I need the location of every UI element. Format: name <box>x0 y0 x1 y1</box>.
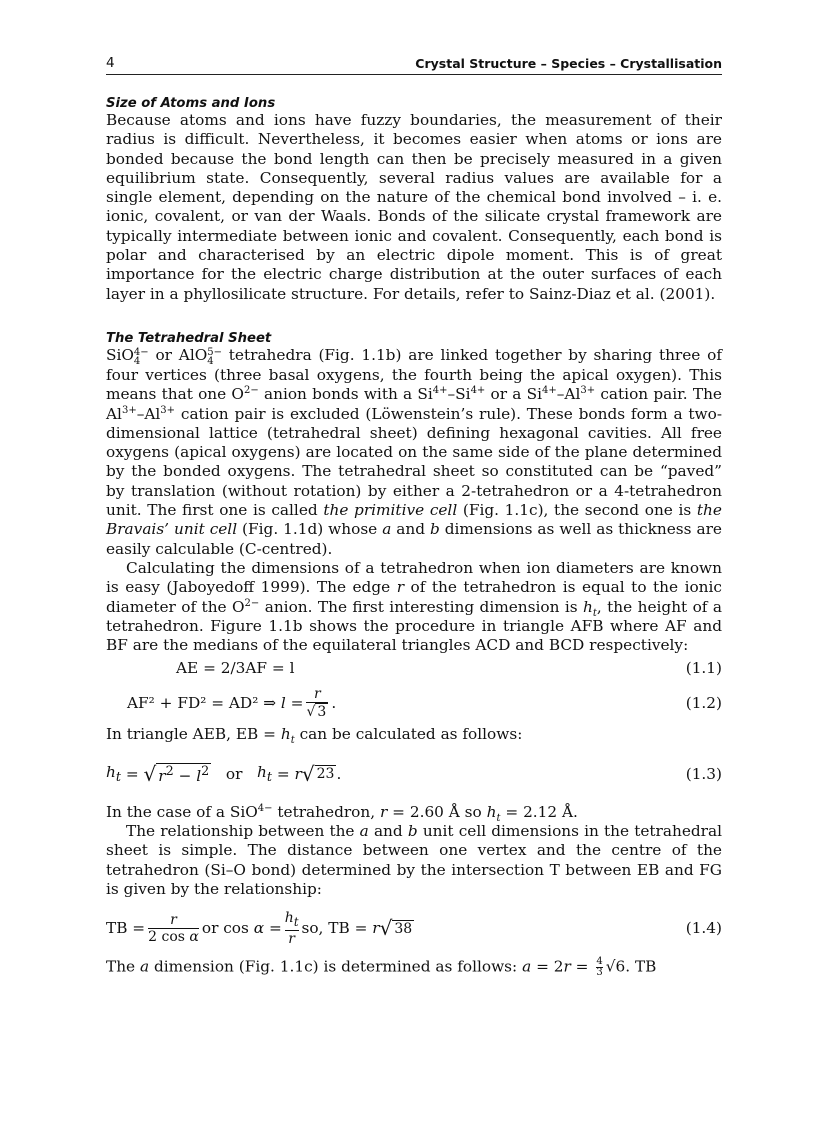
equation-or: or cos <box>201 919 249 938</box>
equation-number: (1.2) <box>685 694 722 713</box>
paragraph-relationship: The relationship between the a and b unit cell dimensions in the tetrahedral sheet is simple. The distance between one vertex and the centre of the tetrahedron (Si–O bond) determined by the intersection T between EB and FG is given by the relationship: <box>106 822 723 898</box>
paragraph-tetrahedral-2: Calculating the dimensions of a tetrahedron when ion diameters are known is easy (Jaboyedoff 1999). The edge r of the tetrahedron is equal to the ionic diameter of the $O^{2-}$ anion. The first interesting dimension is $h_t$, the height of a tetrahedron. Figure 1.1b shows the procedure in triangle AFB where AF and BF are the medians of the equilateral triangles ACD and BCD respectively: <box>106 558 722 655</box>
text: cation pair is excluded (Löwenstein’s rule). These bonds form a two-dimensional lattice (tetrahedral sheet) defining hexagonal cavities. All free oxygens (apical oxygens) are located on the same side of the plane determined by the bonded oxygens. The tetrahedral sheet so constituted can be “paved” by translation (without rotation) by either a 2-tetrahedron or a 4-tetrahedron unit. The first one is called <box>106 404 722 520</box>
equation-text: TB = <box>106 919 146 938</box>
term-bravais-cell: the Bravais’ unit cell <box>106 501 722 539</box>
text: unit cell dimensions in the tetrahedral sheet is simple. The distance between one vertex and the centre of the tetrahedron (Si–O bond) determined by the intersection T between EB and FG is given by the relationship: <box>106 822 723 898</box>
text: = 2.60 Å so <box>392 802 482 821</box>
term-primitive-cell: the primitive cell <box>323 501 458 520</box>
text: –Al <box>556 385 581 404</box>
page-number: 4 <box>106 55 115 71</box>
text: The <box>106 957 136 976</box>
section-size-body: Because atoms and ions have fuzzy boundaries, the measurement of their radius is difficult. Nevertheless, it becomes easier when atoms or ions are bonded because the bond length can then be precisely measured in a given equilibrium state. Consequently, several radius values are available for a single element, depending on the nature of the chemical bond involved – i. e. ionic, covalent, or van der Waals. Bonds of the silicate crystal framework are typically intermediate between ionic and covalent. Consequently, each bond is polar and characterised by an electric dipole moment. This is of great importance for the electric charge distribution at the outer surfaces of each layer in a phyllosilicate structure. For details, refer to Sainz-Diaz et al. (2001). <box>106 111 722 303</box>
text: and <box>373 822 403 841</box>
fraction: $\frac{h_t}{r}$ <box>284 909 299 947</box>
text: or a Si <box>490 385 543 404</box>
fraction: $\frac{4}{3}$ <box>596 956 603 979</box>
text: In the case of a SiO <box>106 802 258 821</box>
text: = 2 <box>536 957 564 976</box>
equation-text: AF² + FD² = AD² ⇒ <box>127 694 277 713</box>
text: Calculating the dimensions of a tetrahedron when ion diameters are known is easy (Jaboyedoff 1999). The edge <box>106 558 722 597</box>
text: (Fig. 1.1c), the second one is <box>462 501 692 520</box>
text: cation pair. The Al <box>106 385 722 423</box>
fraction: $\frac{r}{√ 3}$ <box>306 686 327 721</box>
text: dimension (Fig. 1.1c) is determined as follows: <box>153 957 518 976</box>
formula-alo4: AlO 5− 4 <box>178 345 222 367</box>
text-or: or <box>155 345 172 364</box>
equation-var: l <box>280 694 286 713</box>
equation-text: AE = 2/3AF = l <box>176 659 295 678</box>
fraction: $\frac{r}{\text{2 cos α}}$ <box>148 911 199 945</box>
text: –Si <box>447 385 471 404</box>
fraction-den: 2 cos <box>148 928 185 945</box>
paragraph-a-dimension: The a dimension (Fig. 1.1c) is determined as follows: a = 2r = $\frac{4}{3}$ √6. TB <box>106 956 657 979</box>
paragraph-sio4-case: In the case of a SiO$^{4-}$ tetrahedron, r = 2.60 Å so $h_t = 2.12$ Å. <box>106 802 578 824</box>
text: anion bonds with a Si <box>263 385 433 404</box>
equation-or: or <box>225 764 243 783</box>
text: and <box>396 520 426 539</box>
text: = 2.12 Å. <box>505 802 578 821</box>
text: can be calculated as follows: <box>299 725 523 744</box>
text: 6. TB <box>615 957 657 976</box>
equation-so: so, TB = <box>301 919 368 938</box>
text: (Fig. 1.1d) whose <box>242 520 378 539</box>
text: , the height of a tetrahedron. Figure 1.1b shows the procedure in triangle AFB where AF and BF are the medians of the equilateral triangles ACD and BCD respectively: <box>106 597 722 655</box>
paragraph-tetrahedral-1: SiO 4− 4 or AlO 5− 4 tetrahedra (Fig. 1.1b) are linked together by sharing three of four vertices (three basal oxygens, the fourth being the apical oxygen). This means that one $O^{2-}$ anion bonds with a $Si^{4+}-Si^{4+}$ or a $Si^{4+}-Al^{3+}$ cation pair. The $Al^{3+}-Al^{3+}$ cation pair is excluded (Löwenstein’s rule). These bonds form a two-dimensional lattice (tetrahedral sheet) defining hexagonal cavities. All free oxygens (apical oxygens) are located on the same side of the plane determined by the bonded oxygens. The tetrahedral sheet so constituted can be “paved” by translation (without rotation) by either a 2-tetrahedron or a 4-tetrahedron unit. The first one is called the primitive cell (Fig. 1.1c), the second one is the Bravais’ unit cell (Fig. 1.1d) whose a and b dimensions as well as thickness are easily calculable (C-centred). <box>106 345 722 558</box>
page <box>106 55 722 978</box>
text: The relationship between the <box>126 822 355 841</box>
paragraph-triangle: In triangle AEB, EB = $h_t$ can be calculated as follows: <box>106 725 523 747</box>
running-title: Crystal Structure – Species – Crystallisation <box>415 56 722 71</box>
equation-1-4: TB = $\frac{r}{\text{2 cos α}}$ or cos α = $\frac{h_t}{r}$ so, TB = r √ 38 (1.4) <box>106 909 722 947</box>
text: tetrahedron, <box>277 802 376 821</box>
section-title-size: Size of Atoms and Ions <box>106 96 276 111</box>
section-title-tetrahedral: The Tetrahedral Sheet <box>106 330 272 346</box>
equation-number: (1.4) <box>685 919 722 938</box>
equation-1-1 <box>106 655 722 681</box>
text: tetrahedra (Fig. 1.1b) are linked together by sharing three of four vertices (three basal oxygens, the fourth being the apical oxygen). This means that one O <box>106 345 722 404</box>
text: = <box>575 957 589 976</box>
running-head <box>106 55 722 75</box>
text: anion. The first interesting dimension is <box>264 597 578 616</box>
text: In triangle AEB, EB = <box>106 725 276 744</box>
text: dimensions as well as thickness are easily calculable (C-centred). <box>106 520 722 558</box>
equation-number: (1.3) <box>685 764 722 783</box>
equation-1-2: AF² + FD² = AD² ⇒ l = $\frac{r}{√ 3}$ . (1.2) <box>127 686 722 721</box>
equation-number: (1.1) <box>685 659 722 678</box>
equation-1-3: $h_t$ = √ $r^2 - l^2$ or $h_t$ = r √ 23 . (1.3) <box>106 761 722 786</box>
text: –Al <box>136 404 161 423</box>
text: of the tetrahedron is equal to the ionic diameter of the O <box>106 578 722 616</box>
formula-sio4: SiO 4− 4 <box>106 345 149 367</box>
